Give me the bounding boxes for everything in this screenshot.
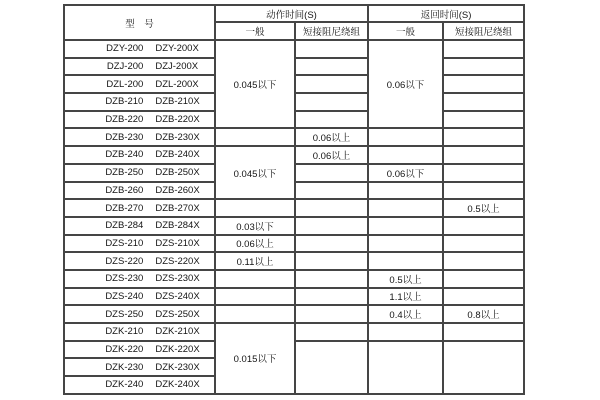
cell-action-damping (295, 40, 368, 58)
model-name-x: DZB-250X (155, 167, 200, 179)
cell-return-general (368, 217, 443, 235)
cell-return-damping (443, 164, 524, 182)
model-name-x: DZK-240X (155, 379, 200, 391)
model-name: DZB-230 (105, 131, 144, 143)
model-name-x: DZB-210X (155, 96, 200, 108)
model-name-x: DZS-230X (155, 273, 200, 285)
cell-model (64, 128, 215, 146)
table-row (64, 288, 524, 306)
cell-model (64, 358, 215, 376)
header-return-time: 返回时间(S) (368, 5, 524, 22)
header-action-damping: 短接阻尼绕组 (295, 22, 368, 40)
table-row (64, 235, 524, 253)
cell-model (64, 199, 215, 217)
table-row (64, 75, 524, 93)
header-model: 型 号 (64, 5, 215, 40)
cell-action-general (215, 128, 295, 146)
cell-return-damping (443, 128, 524, 146)
cell-return-general (368, 146, 443, 164)
cell-return-general: 1.1以上 (368, 288, 443, 306)
model-name: DZB-220 (105, 114, 144, 126)
table-row (64, 305, 524, 323)
header-return-damping: 短接阻尼绕组 (443, 22, 524, 40)
cell-model (64, 93, 215, 111)
cell-return-general (368, 199, 443, 217)
cell-action-damping (295, 182, 368, 200)
model-name: DZB-284 (105, 220, 144, 232)
cell-action-general (215, 270, 295, 288)
cell-return-damping: 0.8以上 (443, 305, 524, 323)
model-name: DZL-200 (106, 78, 144, 90)
model-name-x: DZS-210X (155, 237, 200, 249)
cell-action-general: 0.045以下 (215, 40, 295, 128)
model-name-x: DZY-200X (155, 43, 199, 55)
cell-action-damping (295, 164, 368, 182)
cell-return-damping (443, 58, 524, 76)
cell-return-general (368, 235, 443, 253)
cell-return-general: 0.4以上 (368, 305, 443, 323)
table-row (64, 341, 524, 359)
cell-action-general (215, 199, 295, 217)
cell-action-general: 0.06以上 (215, 235, 295, 253)
cell-return-damping (443, 270, 524, 288)
cell-return-general: 0.5以上 (368, 270, 443, 288)
table-row (64, 217, 524, 235)
model-name: DZK-240 (105, 379, 144, 391)
model-name-x: DZS-250X (155, 308, 200, 320)
cell-action-damping (295, 323, 368, 341)
cell-action-general (215, 288, 295, 306)
cell-return-damping (443, 146, 524, 164)
cell-model (64, 182, 215, 200)
cell-action-damping: 0.06以上 (295, 128, 368, 146)
cell-model (64, 288, 215, 306)
cell-return-damping (443, 111, 524, 129)
model-name-x: DZB-270X (155, 202, 200, 214)
model-name-x: DZK-220X (155, 344, 200, 356)
model-name-x: DZB-220X (155, 114, 200, 126)
cell-action-general: 0.03以下 (215, 217, 295, 235)
model-name: DZK-220 (105, 344, 144, 356)
model-name-x: DZJ-200X (155, 61, 199, 73)
table-row (64, 128, 524, 146)
spec-table (63, 4, 525, 395)
model-name: DZS-210 (105, 237, 144, 249)
model-name-x: DZS-220X (155, 255, 200, 267)
model-name-x: DZB-230X (155, 131, 200, 143)
table-row (64, 164, 524, 182)
cell-return-general (368, 128, 443, 146)
cell-return-damping (443, 40, 524, 58)
cell-action-damping (295, 235, 368, 253)
model-name-x: DZS-240X (155, 290, 200, 302)
model-name: DZJ-200 (106, 61, 144, 73)
table-row (64, 270, 524, 288)
cell-return-general: 0.06以下 (368, 40, 443, 128)
cell-return-damping (443, 75, 524, 93)
cell-action-damping (295, 270, 368, 288)
cell-action-damping: 0.06以上 (295, 146, 368, 164)
cell-return-general (368, 252, 443, 270)
table-row (64, 323, 524, 341)
table-row (64, 146, 524, 164)
table-row (64, 111, 524, 129)
cell-action-damping (295, 341, 368, 394)
model-name-x: DZB-260X (155, 184, 200, 196)
model-name: DZS-230 (105, 273, 144, 285)
cell-return-damping: 0.5以上 (443, 199, 524, 217)
table-row (64, 252, 524, 270)
cell-return-damping (443, 252, 524, 270)
model-name: DZB-250 (105, 167, 144, 179)
cell-return-damping (443, 217, 524, 235)
table-row (64, 182, 524, 200)
cell-model (64, 376, 215, 394)
model-name: DZB-240 (105, 149, 144, 161)
header-row-groups (64, 5, 524, 22)
table-row (64, 199, 524, 217)
model-name-x: DZB-284X (155, 220, 200, 232)
header-action-time: 动作时间(S) (215, 5, 368, 22)
cell-action-damping (295, 111, 368, 129)
model-name: DZK-230 (105, 361, 144, 373)
model-name-x: DZL-200X (155, 78, 199, 90)
model-name: DZY-200 (106, 43, 144, 55)
table-row (64, 58, 524, 76)
cell-model (64, 164, 215, 182)
model-name: DZS-220 (105, 255, 144, 267)
cell-model (64, 217, 215, 235)
cell-model (64, 58, 215, 76)
cell-action-damping (295, 217, 368, 235)
cell-action-damping (295, 75, 368, 93)
cell-action-damping (295, 252, 368, 270)
cell-action-damping (295, 199, 368, 217)
model-name: DZK-210 (105, 326, 144, 338)
cell-action-damping (295, 288, 368, 306)
cell-model (64, 305, 215, 323)
cell-action-general: 0.015以下 (215, 323, 295, 394)
cell-model (64, 146, 215, 164)
cell-action-damping (295, 58, 368, 76)
cell-action-general (215, 305, 295, 323)
model-name: DZB-260 (105, 184, 144, 196)
model-name: DZS-250 (105, 308, 144, 320)
model-name: DZS-240 (105, 290, 144, 302)
cell-action-general: 0.045以下 (215, 146, 295, 199)
header-action-general: 一般 (215, 22, 295, 40)
cell-model (64, 111, 215, 129)
cell-return-general (368, 323, 443, 341)
cell-return-damping (443, 341, 524, 394)
model-name-x: DZK-230X (155, 361, 200, 373)
cell-model (64, 252, 215, 270)
cell-return-damping (443, 182, 524, 200)
cell-model (64, 40, 215, 58)
cell-model (64, 235, 215, 253)
table-row (64, 93, 524, 111)
model-name: DZB-210 (105, 96, 144, 108)
cell-model (64, 323, 215, 341)
model-name-x: DZB-240X (155, 149, 200, 161)
cell-return-general (368, 182, 443, 200)
cell-action-general: 0.11以上 (215, 252, 295, 270)
cell-return-damping (443, 288, 524, 306)
cell-action-damping (295, 305, 368, 323)
cell-action-damping (295, 93, 368, 111)
cell-return-damping (443, 323, 524, 341)
header-return-general: 一般 (368, 22, 443, 40)
cell-return-general: 0.06以下 (368, 164, 443, 182)
model-name: DZB-270 (105, 202, 144, 214)
model-name-x: DZK-210X (155, 326, 200, 338)
cell-model (64, 341, 215, 359)
cell-return-damping (443, 93, 524, 111)
cell-model (64, 75, 215, 93)
cell-return-general (368, 341, 443, 394)
cell-model (64, 270, 215, 288)
table-row (64, 40, 524, 58)
cell-return-damping (443, 235, 524, 253)
